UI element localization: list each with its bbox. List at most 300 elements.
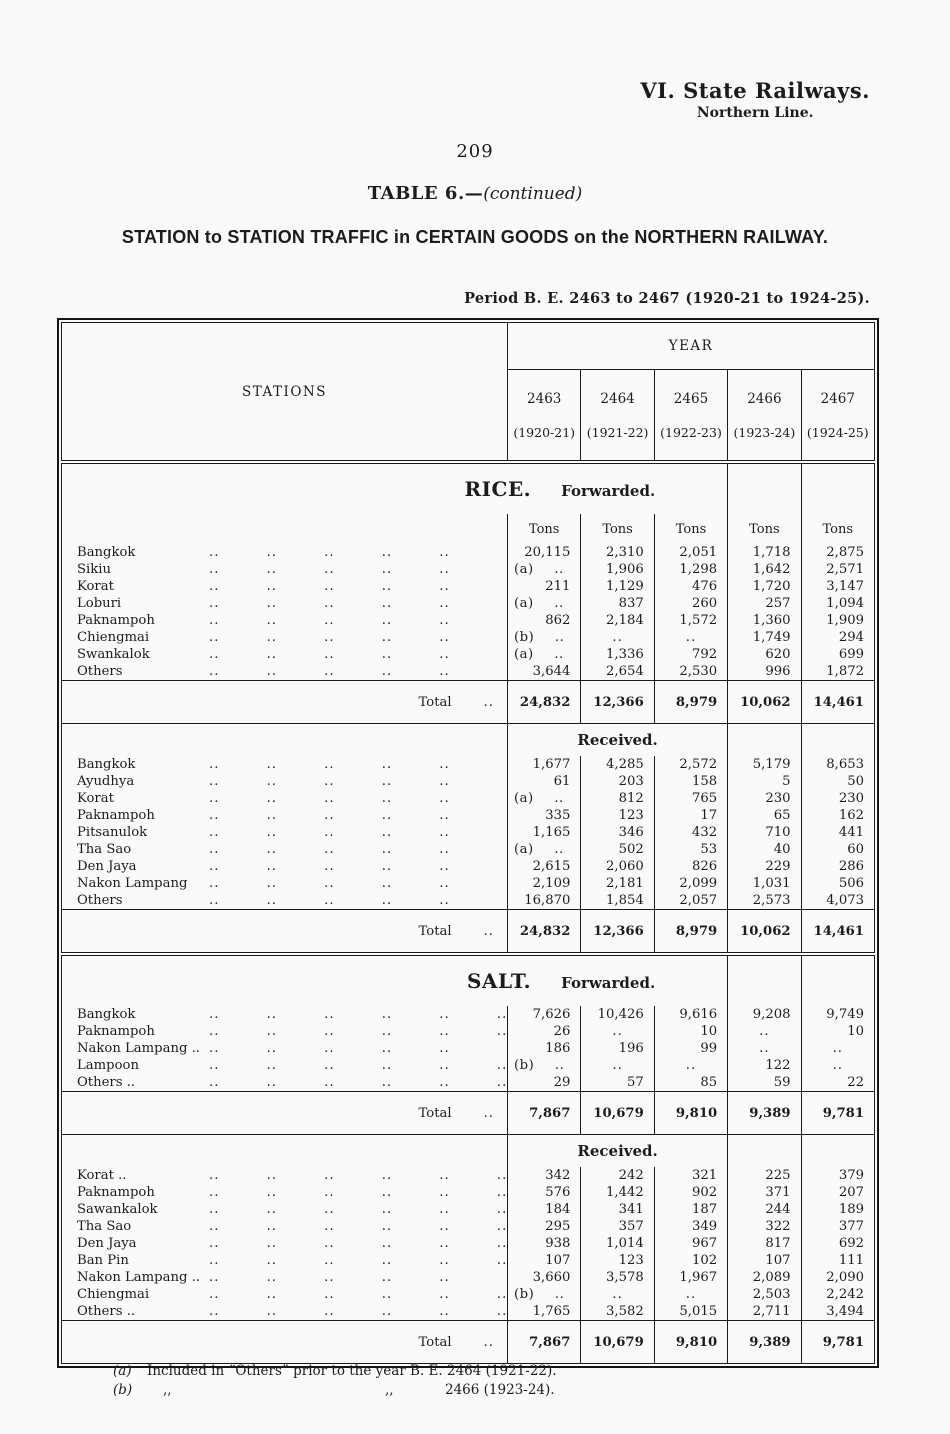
year-group-header: YEAR	[508, 323, 875, 370]
total-row	[62, 1092, 875, 1135]
empty-cell	[62, 724, 508, 757]
value-cell: 7,867	[508, 1092, 581, 1135]
dot-leader: .. .. .. .. ..	[209, 825, 450, 840]
value-cell: 817	[728, 1235, 801, 1252]
station-name: Bangkok	[77, 545, 136, 560]
table-row	[62, 892, 875, 910]
value-cell: 1,872	[801, 663, 874, 681]
value-cell: 2,711	[728, 1303, 801, 1321]
value-cell: (a) ..	[508, 790, 581, 807]
station-cell	[62, 1167, 508, 1184]
station-cell	[62, 1252, 508, 1269]
dot-leader: .. .. .. .. ..	[209, 562, 450, 577]
value-cell: 1,718	[728, 544, 801, 561]
value-cell: 710	[728, 824, 801, 841]
value-cell: 9,208	[728, 1006, 801, 1023]
value-cell: 230	[728, 790, 801, 807]
value-cell: 765	[654, 790, 727, 807]
table-row	[62, 858, 875, 875]
table-row	[62, 1040, 875, 1057]
value-cell: 2,051	[654, 544, 727, 561]
year-range: (1922-23)	[660, 424, 722, 440]
value-cell: 506	[801, 875, 874, 892]
station-cell	[62, 1023, 508, 1040]
dot-leader: .. .. .. .. .. ..	[209, 1058, 508, 1073]
value-cell: 123	[581, 1252, 654, 1269]
value-cell: 321	[654, 1167, 727, 1184]
value-cell: 2,615	[508, 858, 581, 875]
dot-leader: .. .. .. .. ..	[209, 791, 450, 806]
value-cell: 107	[508, 1252, 581, 1269]
value-cell: 967	[654, 1235, 727, 1252]
page-number: 209	[456, 141, 494, 162]
value-cell: 225	[728, 1167, 801, 1184]
value-cell: 3,660	[508, 1269, 581, 1286]
value-cell: 1,031	[728, 875, 801, 892]
value-cell: 5	[728, 773, 801, 790]
dot-leader: .. .. .. .. .. ..	[209, 1219, 508, 1234]
value-cell: 203	[581, 773, 654, 790]
station-cell	[62, 756, 508, 773]
value-cell: 5,015	[654, 1303, 727, 1321]
page-title: STATION to STATION TRAFFIC in CERTAIN GOODS on the NORTHERN RAILWAY.	[121, 227, 829, 247]
value-cell: 4,285	[581, 756, 654, 773]
station-cell	[62, 875, 508, 892]
value-cell: 812	[581, 790, 654, 807]
value-cell: 10,679	[581, 1092, 654, 1135]
value-cell: 61	[508, 773, 581, 790]
value-cell: 2,310	[581, 544, 654, 561]
dot-leader: .. .. .. .. .. ..	[209, 1236, 508, 1251]
station-name: Ayudhya	[77, 774, 135, 789]
value-cell: 1,360	[728, 612, 801, 629]
dot-leader: .. .. .. .. ..	[209, 545, 450, 560]
value-cell: 346	[581, 824, 654, 841]
table-row	[62, 1184, 875, 1201]
value-cell: 16,870	[508, 892, 581, 910]
value-cell: 107	[728, 1252, 801, 1269]
value-cell: (a) ..	[508, 561, 581, 578]
dot-leader: .. .. .. .. .. ..	[209, 1168, 508, 1183]
total-label-cell	[62, 681, 508, 724]
station-cell	[62, 1269, 508, 1286]
value-cell: 837	[581, 595, 654, 612]
footnote-marker: (b)	[113, 1382, 133, 1398]
value-cell: 257	[728, 595, 801, 612]
stations-column-header: STATIONS	[242, 383, 327, 400]
value-cell: 379	[801, 1167, 874, 1184]
dot-leader: ..	[483, 1334, 494, 1350]
value-cell: 14,461	[801, 910, 874, 955]
dot-leader: .. .. .. .. .. ..	[209, 1287, 508, 1302]
value-cell: 9,810	[654, 1321, 727, 1364]
dot-leader: .. .. .. .. ..	[209, 774, 450, 789]
value-cell: 8,979	[654, 910, 727, 955]
footnote-ditto: ,,	[163, 1382, 172, 1398]
table-row	[62, 1218, 875, 1235]
value-cell: 1,572	[654, 612, 727, 629]
value-cell: ..	[581, 1286, 654, 1303]
station-cell	[62, 824, 508, 841]
value-cell: ..	[801, 1057, 874, 1074]
total-row	[62, 1321, 875, 1364]
station-cell	[62, 561, 508, 578]
station-cell	[62, 544, 508, 561]
value-cell: 20,115	[508, 544, 581, 561]
value-cell: 12,366	[581, 681, 654, 724]
station-name: Den Jaya	[77, 1236, 137, 1251]
value-cell: 2,571	[801, 561, 874, 578]
station-cell	[62, 1057, 508, 1074]
empty-cell	[801, 954, 874, 1006]
empty-cell	[728, 1135, 801, 1168]
value-cell: ..	[728, 1040, 801, 1057]
value-cell: 3,582	[581, 1303, 654, 1321]
table-row	[62, 790, 875, 807]
value-cell: 12,366	[581, 910, 654, 955]
tons-header-row	[62, 514, 875, 544]
table-row	[62, 1252, 875, 1269]
table-caption-continued: (continued)	[483, 184, 583, 204]
station-name: Nakon Lampang	[77, 876, 188, 891]
value-cell: 10,062	[728, 681, 801, 724]
value-cell: 1,094	[801, 595, 874, 612]
table-caption-label: TABLE 6.—	[367, 183, 484, 204]
table-row	[62, 1074, 875, 1092]
subsection-heading: Northern Line.	[696, 105, 814, 121]
value-cell: 862	[508, 612, 581, 629]
table-row	[62, 612, 875, 629]
empty-cell	[801, 724, 874, 757]
value-cell: 29	[508, 1074, 581, 1092]
station-name: Chiengmai	[77, 630, 150, 645]
empty-cell	[728, 954, 801, 1006]
value-cell: (a) ..	[508, 595, 581, 612]
station-cell	[62, 1286, 508, 1303]
footnote-marker: (a)	[113, 1363, 132, 1379]
value-cell: 7,867	[508, 1321, 581, 1364]
value-cell: 189	[801, 1201, 874, 1218]
value-cell: ..	[654, 1057, 727, 1074]
tons-label: Tons	[581, 514, 654, 544]
table-row	[62, 1023, 875, 1040]
value-cell: 342	[508, 1167, 581, 1184]
value-cell: 9,781	[801, 1092, 874, 1135]
empty-cell	[62, 1135, 508, 1168]
station-name: Bangkok	[77, 1007, 136, 1022]
station-name: Korat	[77, 791, 114, 806]
direction-label: Forwarded.	[561, 974, 656, 992]
table-row	[62, 1303, 875, 1321]
station-cell	[62, 841, 508, 858]
total-row	[62, 910, 875, 955]
value-cell: ..	[581, 1057, 654, 1074]
value-cell: 9,749	[801, 1006, 874, 1023]
value-cell: 2,090	[801, 1269, 874, 1286]
value-cell: 22	[801, 1074, 874, 1092]
value-cell: 260	[654, 595, 727, 612]
value-cell: 10	[654, 1023, 727, 1040]
section-heading: VI. State Railways.	[640, 78, 870, 103]
table-row	[62, 841, 875, 858]
value-cell: 2,089	[728, 1269, 801, 1286]
value-cell: 207	[801, 1184, 874, 1201]
table-row	[62, 1235, 875, 1252]
year-column-header	[508, 370, 581, 463]
station-cell	[62, 1303, 508, 1321]
station-cell	[62, 790, 508, 807]
dot-leader: .. .. .. .. ..	[209, 757, 450, 772]
station-cell	[62, 1006, 508, 1023]
dot-leader: .. .. .. .. ..	[209, 613, 450, 628]
value-cell: 85	[654, 1074, 727, 1092]
station-name: Tha Sao	[77, 1219, 132, 1234]
station-name: Others ..	[77, 1075, 136, 1090]
year-value: 2464	[600, 390, 635, 407]
total-label-cell	[62, 910, 508, 955]
value-cell: 187	[654, 1201, 727, 1218]
table-header-row	[62, 323, 875, 370]
table-row	[62, 1167, 875, 1184]
value-cell: 9,810	[654, 1092, 727, 1135]
value-cell: 692	[801, 1235, 874, 1252]
value-cell: 1,677	[508, 756, 581, 773]
dot-leader: ..	[483, 1105, 494, 1121]
value-cell: (b) ..	[508, 1286, 581, 1303]
value-cell: 1,014	[581, 1235, 654, 1252]
value-cell: 3,644	[508, 663, 581, 681]
value-cell: (b) ..	[508, 629, 581, 646]
table-row	[62, 824, 875, 841]
station-name: Chiengmai	[77, 1287, 150, 1302]
value-cell: 196	[581, 1040, 654, 1057]
value-cell: ..	[654, 1286, 727, 1303]
dot-leader: .. .. .. .. ..	[209, 664, 450, 679]
value-cell: ..	[654, 629, 727, 646]
value-cell: ..	[581, 1023, 654, 1040]
section-title-row	[62, 462, 875, 514]
dot-leader: .. .. .. .. ..	[209, 596, 450, 611]
value-cell: 576	[508, 1184, 581, 1201]
value-cell: 57	[581, 1074, 654, 1092]
station-name: Others ..	[77, 1304, 136, 1319]
total-label: Total	[418, 694, 452, 710]
year-value: 2465	[673, 390, 709, 407]
value-cell: 357	[581, 1218, 654, 1235]
value-cell: 996	[728, 663, 801, 681]
value-cell: 59	[728, 1074, 801, 1092]
station-name: Sikiu	[77, 562, 111, 577]
dot-leader: .. .. .. .. ..	[209, 842, 450, 857]
dot-leader: .. .. .. .. ..	[209, 630, 450, 645]
station-name: Bangkok	[77, 757, 136, 772]
value-cell: 102	[654, 1252, 727, 1269]
direction-label: Received.	[508, 1135, 728, 1168]
year-range: (1924-25)	[806, 424, 869, 440]
value-cell: 2,530	[654, 663, 727, 681]
station-cell	[62, 663, 508, 681]
value-cell: 2,099	[654, 875, 727, 892]
dot-leader: ..	[483, 694, 494, 710]
year-range: (1920-21)	[513, 424, 576, 440]
station-name: Paknampoh	[77, 808, 155, 823]
value-cell: (a) ..	[508, 646, 581, 663]
station-name: Loburi	[77, 596, 122, 611]
table-row	[62, 1006, 875, 1023]
value-cell: 2,109	[508, 875, 581, 892]
table-row	[62, 1201, 875, 1218]
value-cell: 122	[728, 1057, 801, 1074]
value-cell: (b) ..	[508, 1057, 581, 1074]
section-title-row	[62, 954, 875, 1006]
station-name: Ban Pin	[77, 1253, 129, 1268]
station-cell	[62, 578, 508, 595]
value-cell: ..	[728, 1023, 801, 1040]
total-label-cell	[62, 1321, 508, 1364]
value-cell: 620	[728, 646, 801, 663]
station-name: Paknampoh	[77, 1024, 155, 1039]
value-cell: 242	[581, 1167, 654, 1184]
value-cell: 99	[654, 1040, 727, 1057]
dot-leader: .. .. .. .. ..	[209, 647, 450, 662]
direction-label: Received.	[508, 724, 728, 757]
total-label: Total	[418, 923, 452, 939]
station-name: Swankalok	[77, 647, 150, 662]
value-cell: 162	[801, 807, 874, 824]
empty-cell	[728, 462, 801, 514]
footnote-text: 2466 (1923-24).	[445, 1382, 555, 1398]
traffic-table	[61, 322, 875, 1364]
value-cell: 2,184	[581, 612, 654, 629]
dot-leader: .. .. .. .. .. ..	[209, 1304, 508, 1319]
footnote-b	[113, 1381, 557, 1400]
station-cell	[62, 1184, 508, 1201]
document-header	[640, 78, 870, 121]
table-row	[62, 578, 875, 595]
commodity-label: RICE.	[464, 477, 532, 501]
value-cell: 1,765	[508, 1303, 581, 1321]
station-name: Tha Sao	[77, 842, 132, 857]
station-name: Others	[77, 893, 123, 908]
table-row	[62, 756, 875, 773]
dot-leader: .. .. .. .. ..	[209, 579, 450, 594]
value-cell: 244	[728, 1201, 801, 1218]
station-name: Korat ..	[77, 1168, 127, 1183]
value-cell: 5,179	[728, 756, 801, 773]
tons-label: Tons	[654, 514, 727, 544]
footnotes	[113, 1362, 557, 1400]
station-cell	[62, 858, 508, 875]
value-cell: 65	[728, 807, 801, 824]
section-title-cell	[62, 954, 728, 1006]
value-cell: 3,578	[581, 1269, 654, 1286]
value-cell: 1,336	[581, 646, 654, 663]
year-column-header	[801, 370, 874, 463]
total-label: Total	[418, 1105, 452, 1121]
table-caption	[0, 183, 950, 204]
value-cell: 335	[508, 807, 581, 824]
dot-leader: .. .. .. .. .. ..	[209, 1253, 508, 1268]
value-cell: 40	[728, 841, 801, 858]
value-cell: 1,749	[728, 629, 801, 646]
value-cell: 211	[508, 578, 581, 595]
dot-leader: .. .. .. .. ..	[209, 859, 450, 874]
station-name: Sawankalok	[77, 1202, 158, 1217]
value-cell: 2,060	[581, 858, 654, 875]
value-cell: 938	[508, 1235, 581, 1252]
station-name: Others	[77, 664, 123, 679]
value-cell: 7,626	[508, 1006, 581, 1023]
value-cell: 8,979	[654, 681, 727, 724]
value-cell: 111	[801, 1252, 874, 1269]
year-range: (1923-24)	[733, 424, 796, 440]
value-cell: 2,057	[654, 892, 727, 910]
table-row	[62, 875, 875, 892]
value-cell: 286	[801, 858, 874, 875]
station-name: Nakon Lampang ..	[77, 1041, 200, 1056]
year-value: 2463	[527, 390, 562, 407]
footnote-a	[113, 1362, 557, 1381]
empty-cell	[728, 724, 801, 757]
value-cell: 123	[581, 807, 654, 824]
value-cell: 377	[801, 1218, 874, 1235]
value-cell: 50	[801, 773, 874, 790]
value-cell: 2,572	[654, 756, 727, 773]
value-cell: 1,909	[801, 612, 874, 629]
value-cell: 1,720	[728, 578, 801, 595]
table-row	[62, 561, 875, 578]
year-column-header	[581, 370, 654, 463]
table-row	[62, 544, 875, 561]
dot-leader: .. .. .. .. .. ..	[209, 1007, 508, 1022]
value-cell: 9,389	[728, 1092, 801, 1135]
value-cell: 229	[728, 858, 801, 875]
value-cell: 8,653	[801, 756, 874, 773]
table-row	[62, 629, 875, 646]
station-name: Nakon Lampang ..	[77, 1270, 200, 1285]
value-cell: 9,389	[728, 1321, 801, 1364]
station-cell	[62, 807, 508, 824]
station-name: Den Jaya	[77, 859, 137, 874]
value-cell: 441	[801, 824, 874, 841]
value-cell: 341	[581, 1201, 654, 1218]
year-value: 2466	[747, 390, 782, 407]
value-cell: 158	[654, 773, 727, 790]
table-row	[62, 1269, 875, 1286]
value-cell: 26	[508, 1023, 581, 1040]
value-cell: 294	[801, 629, 874, 646]
value-cell: 60	[801, 841, 874, 858]
value-cell: 699	[801, 646, 874, 663]
value-cell: 3,147	[801, 578, 874, 595]
dot-leader: .. .. .. .. ..	[209, 876, 450, 891]
value-cell: 1,298	[654, 561, 727, 578]
year-column-header	[728, 370, 801, 463]
value-cell: 2,654	[581, 663, 654, 681]
dot-leader: .. .. .. .. .. ..	[209, 1024, 508, 1039]
table-row	[62, 773, 875, 790]
station-cell	[62, 1218, 508, 1235]
total-row	[62, 681, 875, 724]
value-cell: 24,832	[508, 910, 581, 955]
station-cell	[62, 892, 508, 910]
value-cell: 24,832	[508, 681, 581, 724]
total-label: Total	[418, 1334, 452, 1350]
commodity-label: SALT.	[466, 969, 532, 993]
value-cell: 1,442	[581, 1184, 654, 1201]
tons-label: Tons	[508, 514, 581, 544]
value-cell: 3,494	[801, 1303, 874, 1321]
